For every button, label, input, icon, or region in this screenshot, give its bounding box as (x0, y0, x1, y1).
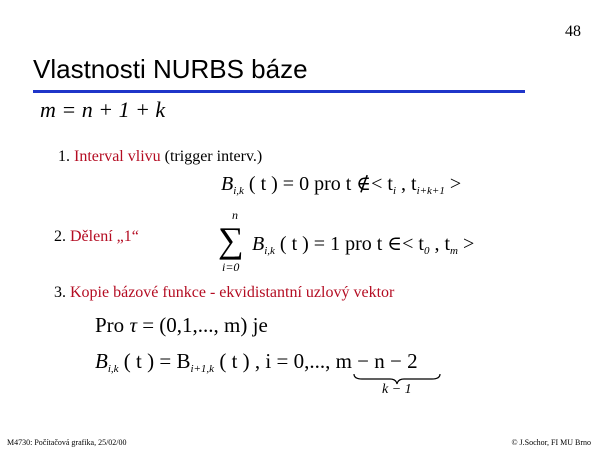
formula-text: ( t ) = 0 pro t ∉< t (243, 173, 393, 195)
formula-subscript: i+k+1 (416, 185, 445, 197)
footer-right: © J.Sochor, FI MU Brno (511, 438, 591, 447)
formula-text: , t (396, 173, 417, 195)
formula-subscript: m (450, 245, 458, 257)
list-item-partition (54, 228, 139, 246)
formula-symbol: B (95, 349, 108, 373)
formula-text: , t (429, 233, 450, 255)
item-number: 1. (58, 148, 70, 165)
title-underline (33, 90, 525, 93)
formula-text: ( t ) = 1 pro t ∈< t (274, 233, 424, 255)
formula-symbol: B (252, 233, 265, 255)
underbrace-label: k − 1 (382, 382, 412, 397)
list-item-copy (54, 284, 394, 302)
item-label: Interval vlivu (74, 148, 161, 165)
basis-copy-formula (95, 349, 418, 375)
page-number: 48 (565, 23, 581, 40)
item-label: Kopie bázové funkce - ekvidistantní uzlový vektor (70, 284, 395, 301)
formula-text: > (444, 173, 462, 195)
item-label: Dělení „1“ (70, 228, 139, 245)
sum-upper-limit: n (232, 208, 238, 222)
item-number: 2. (54, 228, 66, 245)
item-note: (trigger interv.) (164, 148, 263, 165)
formula-subscript: i (392, 185, 396, 197)
trigger-formula (221, 171, 461, 197)
formula-text: ( t ) , i = 0,..., m − n − 2 (214, 349, 418, 373)
sum-sign: ∑ (218, 220, 244, 260)
formula-text: = (0,1,..., m) je (136, 313, 268, 337)
item-number: 3. (54, 284, 66, 301)
sum-lower-limit: i=0 (222, 260, 240, 274)
list-item-trigger (58, 148, 262, 166)
formula-subscript: i,k (107, 363, 119, 375)
formula-symbol: τ (129, 313, 137, 337)
knot-vector-formula (95, 313, 268, 338)
footer-left: M4730: Počítačová grafika, 25/02/00 (7, 438, 127, 447)
formula-subscript: 0 (423, 245, 430, 257)
formula-symbol: B (221, 173, 234, 195)
slide-title: Vlastnosti NURBS báze (33, 54, 308, 84)
formula-text: Pro (95, 313, 130, 337)
formula-subscript: i,k (233, 185, 244, 197)
formula-text: > (457, 233, 475, 255)
formula-subscript: i,k (264, 245, 275, 257)
formula-subscript: i+1,k (190, 363, 215, 375)
formula-text: ( t ) = B (118, 349, 191, 373)
relation-formula: m = n + 1 + k (40, 97, 166, 122)
